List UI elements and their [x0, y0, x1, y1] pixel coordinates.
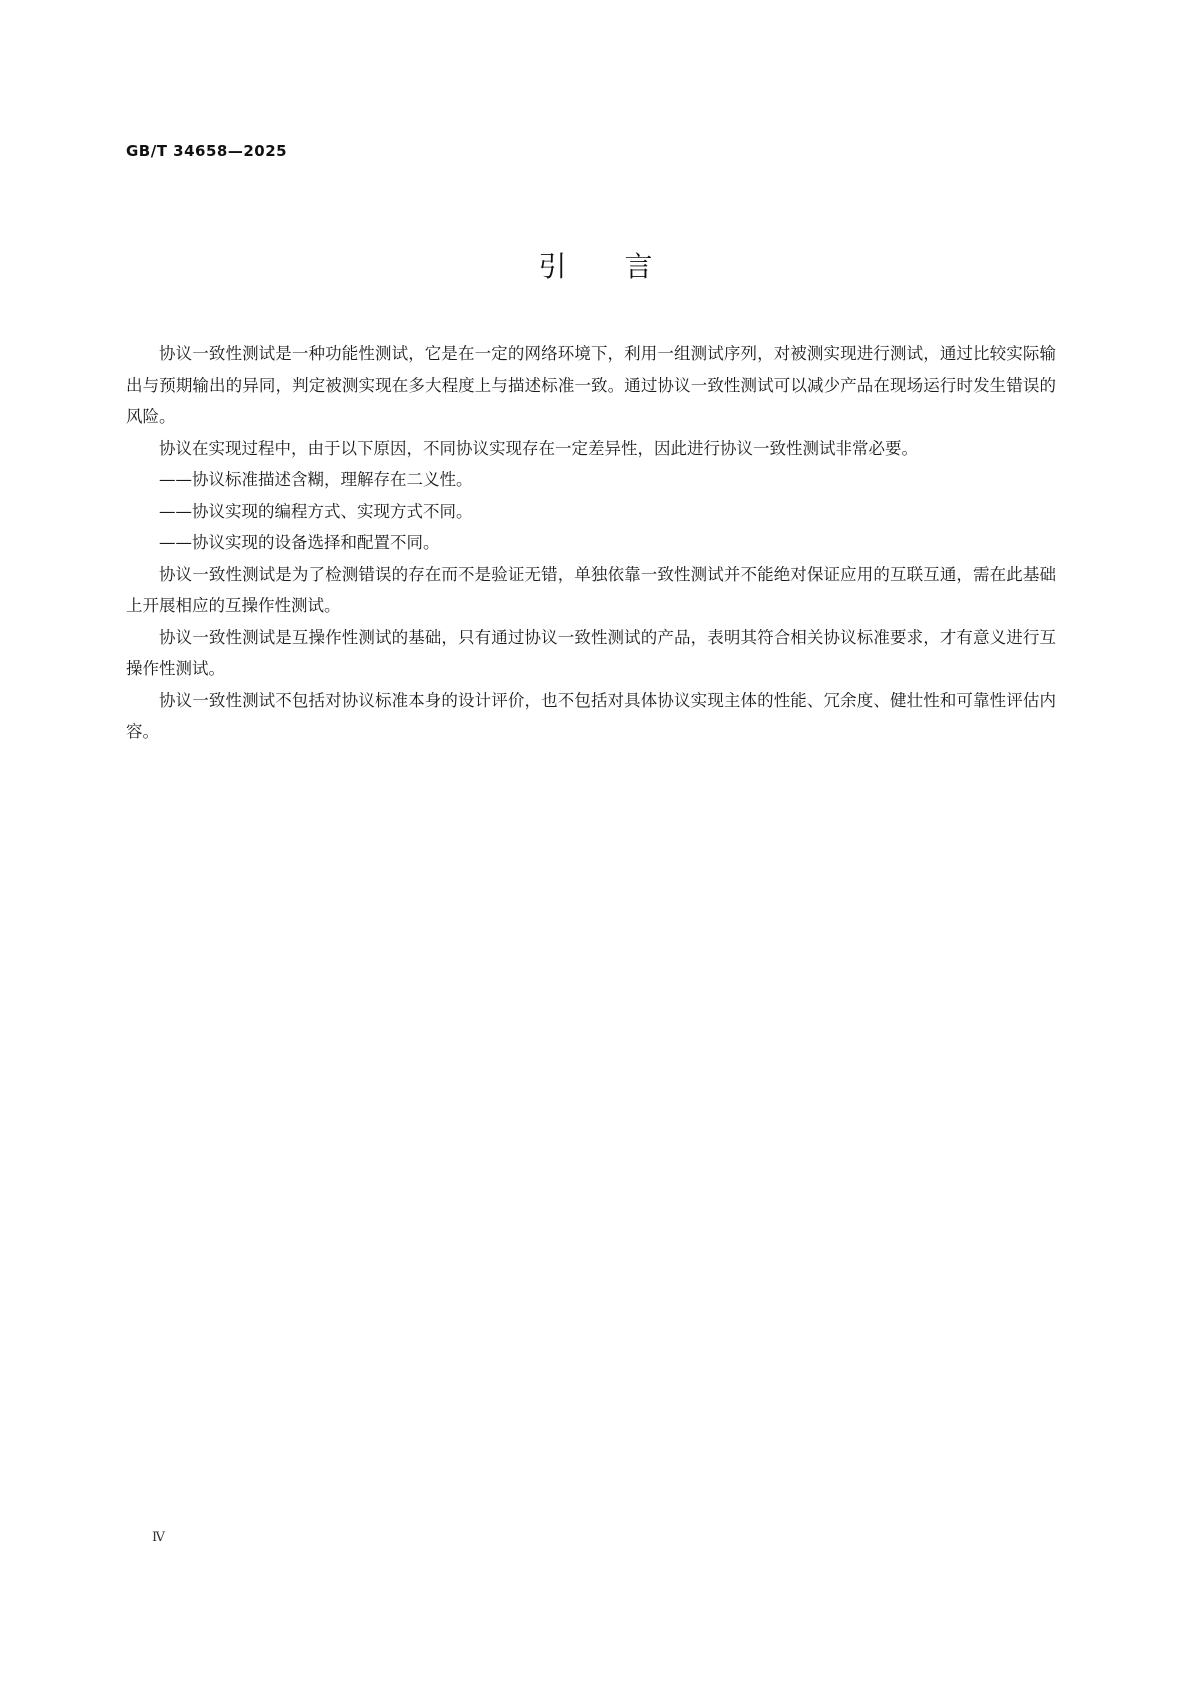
section-title: 引言 [538, 250, 711, 283]
list-item: ——协议实现的编程方式、实现方式不同。 [159, 501, 473, 521]
list-item: ——协议标准描述含糊，理解存在二义性。 [159, 470, 473, 489]
body-text [126, 338, 1056, 748]
paragraph: 协议一致性测试是一种功能性测试，它是在一定的网络环境下，利用一组测试序列，对被测实现进行测试，通过比较实际输出与预期输出的异同，判定被测实现在多大程度上与描述标准一致。通过协议一致性测试可以减少产品在现场运行时发生错误的风险。 [126, 344, 1056, 426]
paragraph: 协议一致性测试不包括对协议标准本身的设计评价，也不包括对具体协议实现主体的性能、冗余度、健壮性和可靠性评估内容。 [126, 690, 1056, 741]
standard-code: GB/T 34658—2025 [126, 142, 288, 160]
paragraph: 协议一致性测试是互操作性测试的基础，只有通过协议一致性测试的产品，表明其符合相关协议标准要求，才有意义进行互操作性测试。 [126, 627, 1056, 678]
paragraph: 协议在实现过程中，由于以下原因，不同协议实现存在一定差异性，因此进行协议一致性测试非常必要。 [159, 438, 918, 458]
page-number: Ⅳ [152, 1530, 165, 1545]
list-item: ——协议实现的设备选择和配置不同。 [159, 533, 440, 552]
paragraph: 协议一致性测试是为了检测错误的存在而不是验证无错，单独依靠一致性测试并不能绝对保证应用的互联互通，需在此基础上开展相应的互操作性测试。 [126, 564, 1056, 615]
